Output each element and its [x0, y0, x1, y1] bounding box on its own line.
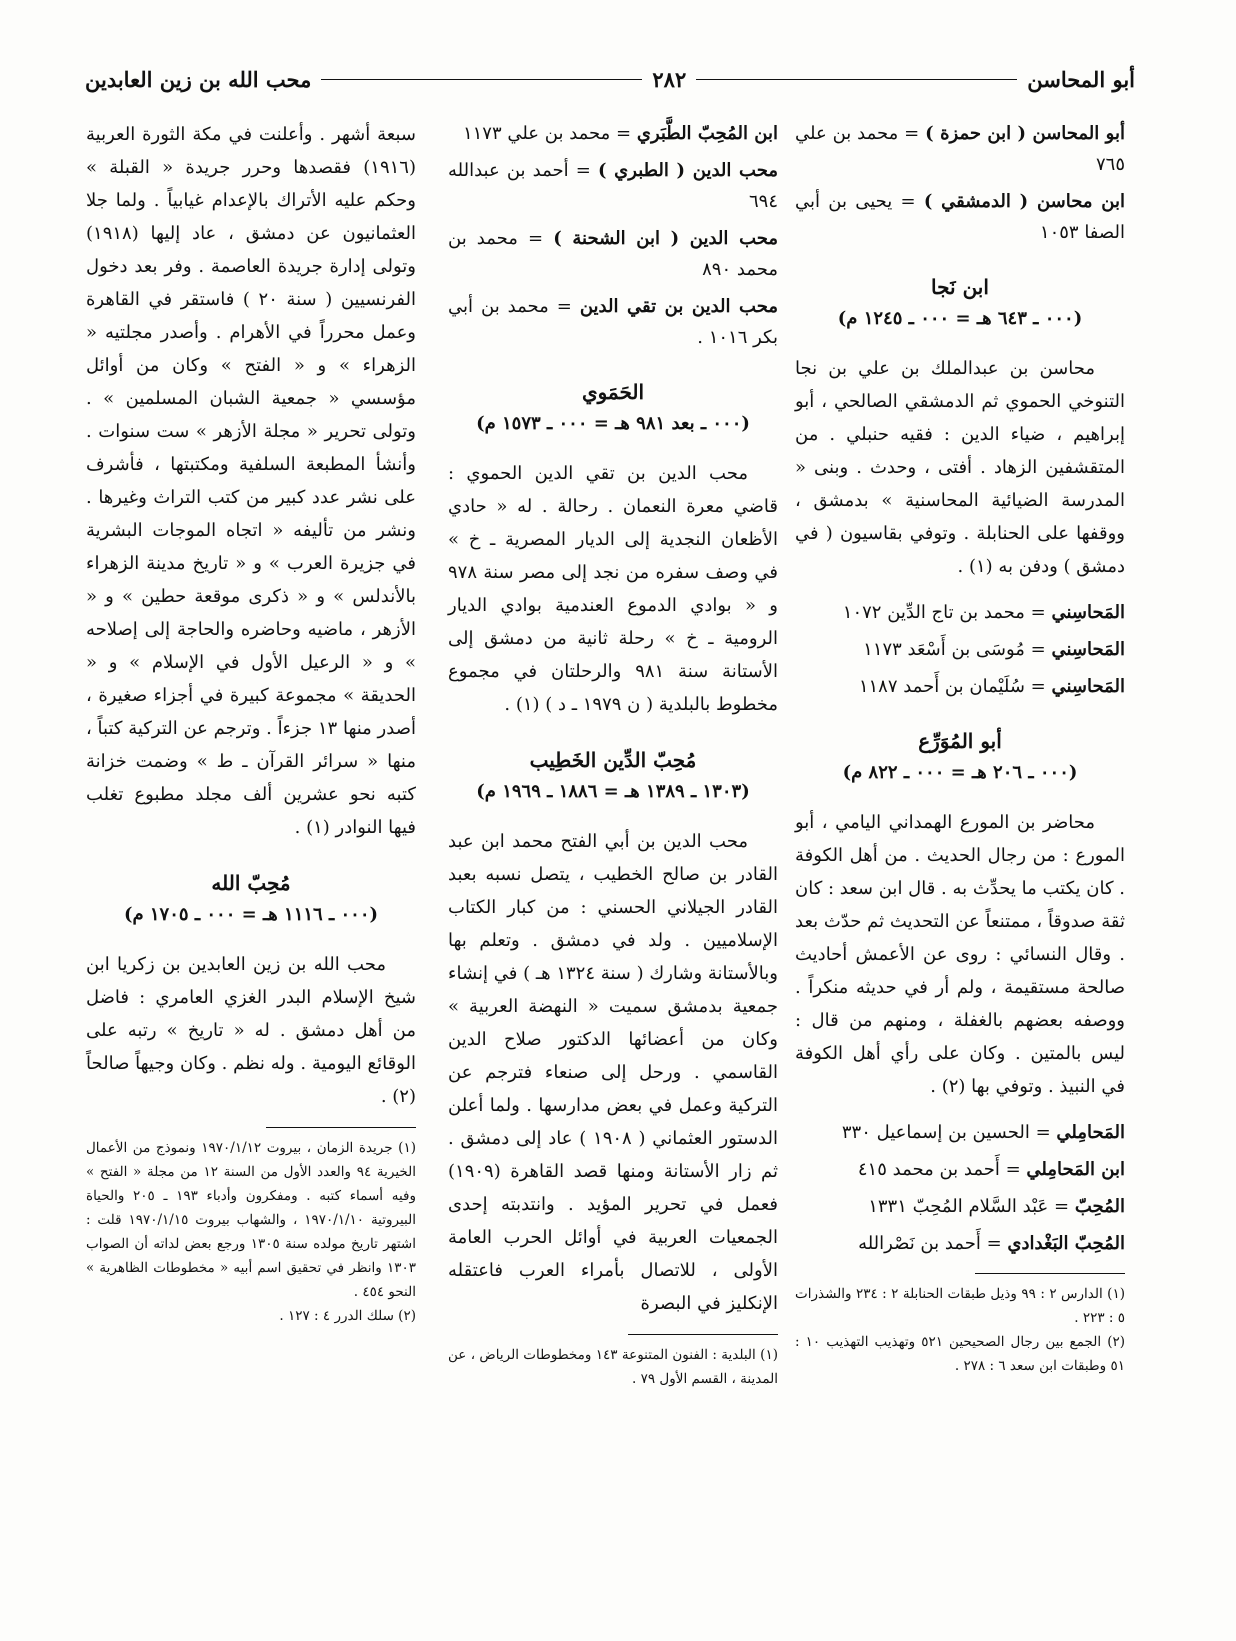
- footnote-divider: [975, 1273, 1125, 1274]
- column-middle: [448, 118, 778, 1391]
- footnotes: [86, 1136, 416, 1328]
- entry-body: محب الدين بن تقي الدين الحموي : قاضي معرة النعمان . رحالة . له « حادي الأظعان النجدية إلى الديار المصرية ـ خ » في وصف سفره من نجد إلى مصر سنة ٩٧٨ و « بوادي الدموع العندمية بوادي الديار الرومية ـ خ » رحلة ثانية من دمشق إلى الأستانة سنة ٩٨١ والرحلتان في مجموع مخطوط بالبلدية ( ن ١٩٧٩ ـ د ) (١) .: [448, 463, 778, 715]
- entry-dates: (٠٠٠ ـ ٦٤٣ هـ = ٠٠٠ ـ ١٢٤٥ م): [837, 308, 1083, 329]
- header-rule-left: [321, 79, 642, 80]
- entry-continuation: سبعة أشهر . وأعلنت في مكة الثورة العربية (١٩١٦) فقصدها وحرر جريدة « القبلة » وحكم عليه الأتراك بالإعدام غيابياً . ولما جلا العثمانيون عن دمشق ، عاد إليها (١٩١٨) وتولى إدارة جريدة العاصمة . وفر بعد دخول الفرنسيين ( سنة ٢٠ ) فاستقر في القاهرة وعمل محرراً في الأهرام . وأصدر مجلتيه « الزهراء » و « الفتح » وكان من أوائل مؤسسي « جمعية الشبان المسلمين » . وتولى تحرير « مجلة الأزهر » ست سنوات . وأنشأ المطبعة السلفية ومكتبتها ، فأشرف على نشر عدد كبير من كتب التراث وغيرها . ونشر من تأليفه « اتجاه الموجات البشرية في جزيرة العرب » و « تاريخ مدينة الزهراء بالأندلس » و « ذكرى موقعة حطين » و « الأزهر ، ماضيه وحاضره والحاجة إلى إصلاحه » و « الرعيل الأول في الإسلام » و « الحديقة » مجموعة كبيرة في أجزاء صغيرة ، أصدر منها ١٣ جزءاً . وترجم عن التركية كتباً ، منها « سرائر القرآن ـ ط » وضمت خزانة كتبه نحو عشرين ألف مجلد مطبوع تغلب فيها النوادر (١) .: [86, 124, 416, 838]
- cross-reference: ابن محاسن ( الدمشقي ) = يحيى بن أبي الصفا ١٠٥٣: [795, 191, 1125, 243]
- entry-dates: (١٣٠٣ ـ ١٣٨٩ هـ = ١٨٨٦ ـ ١٩٦٩ م): [476, 781, 750, 802]
- cross-reference: المُحِبّ = عَبْد السَّلام المُحِبّ ١٣٣١: [868, 1196, 1125, 1217]
- cross-reference: المَحاسِني = محمد بن تاج الدِّين ١٠٧٢: [842, 602, 1125, 623]
- cross-reference: المَحامِلي = الحسين بن إسماعيل ٣٣٠: [841, 1122, 1125, 1143]
- column-right: [795, 118, 1125, 1378]
- header-right-title: أبو المحاسن: [1027, 66, 1135, 92]
- cross-reference: ابن المَحامِلي = أَحمد بن محمد ٤١٥: [857, 1159, 1125, 1180]
- entry-title: مُحِبّ الدِّين الخَطِيب: [529, 748, 697, 772]
- entry-body: محب الله بن زين العابدين بن زكريا ابن شيخ الإسلام البدر الغزي العامري : فاضل من أهل دمشق . له « تاريخ » رتبه على الوقائع اليومية . وله نظم . وكان وجيهاً صالحاً (٢) .: [86, 954, 416, 1107]
- cross-reference: محب الدين بن تقي الدين = محمد بن أبي بكر ١٠١٦ .: [448, 296, 778, 348]
- entry-dates: (٠٠٠ ـ بعد ٩٨١ هـ = ٠٠٠ ـ ١٥٧٣ م): [476, 413, 750, 434]
- cross-reference: المَحاسِني = مُوسَى بن أَسْعَد ١١٧٣: [863, 639, 1125, 660]
- footnote: (٢) سلك الدرر ٤ : ١٢٧ .: [279, 1308, 416, 1324]
- footnote-divider: [266, 1127, 416, 1128]
- entry-body: محب الدين بن أبي الفتح محمد ابن عبد القادر بن صالح الخطيب ، يتصل نسبه بعبد القادر الجيلاني الحسني : من كبار الكتاب الإسلاميين . ولد في دمشق . وتعلم بها وبالأستانة وشارك ( سنة ١٣٢٤ هـ ) في إنشاء جمعية بدمشق سميت « النهضة العربية » وكان من أعضائها الدكتور صلاح الدين القاسمي . ورحل إلى صنعاء فترجم عن التركية وعمل في بعض مدارسها . ولما أعلن الدستور العثماني ( ١٩٠٨ ) عاد إلى دمشق . ثم زار الأستانة ومنها قصد القاهرة (١٩٠٩) فعمل في تحرير المؤيد . وانتدبته إحدى الجمعيات العربية في أوائل الحرب العامة الأولى ، للاتصال بأمراء العرب فاعتقله الإنكليز في البصرة: [448, 831, 778, 1314]
- entry-title: الحَمَوي: [581, 380, 645, 404]
- footnotes: [795, 1282, 1125, 1378]
- page-number: ٢٨٢: [652, 66, 687, 92]
- entry-body: محاسن بن عبدالملك بن علي بن نجا التنوخي الحموي ثم الدمشقي الصالحي ، أبو إبراهيم ، ضياء الدين : فقيه حنبلي . من المتقشفين الزهاد . أفتى ، وحدث . وبنى « المدرسة الضيائية المحاسنية » بدمشق ، ووقفها على الحنابلة . وتوفي بقاسيون ( في دمشق ) ودفن به (١) .: [795, 358, 1125, 577]
- cross-reference: أبو المحاسن ( ابن حمزة ) = محمد بن علي ٧٦٥: [795, 123, 1125, 175]
- entry-dates: (٠٠٠ ـ ١١١٦ هـ = ٠٠٠ ـ ١٧٠٥ م): [123, 904, 379, 925]
- footnote: (١) جريدة الزمان ، بيروت ١٩٧٠/١/١٢ ونموذج من الأعمال الخيرية ٩٤ والعدد الأول من السنة ١٢ من مجلة « الفتح » وفيه أسماء كتبه . ومفكرون وأدباء ١٩٣ ـ ٢٠٥ والحياة البيروتية ١٩٧٠/١/١٠ ، والشهاب بيروت ١٩٧٠/١/١٥ قلت : اشتهر تاريخ مولده سنة ١٣٠٥ ورجع بعض لداته أن الصواب ١٣٠٣ وانظر في تحقيق اسم أبيه « مخطوطات الظاهرية » النحو ٤٥٤ .: [86, 1140, 416, 1300]
- footnotes: [448, 1343, 778, 1391]
- cross-reference: محب الدين ( ابن الشحنة ) = محمد بن محمد ٨٩٠: [448, 228, 778, 280]
- header-rule-right: [696, 79, 1017, 80]
- entry-title: أبو المُوَرِّع: [918, 729, 1002, 753]
- entry-title: ابن نَجا: [931, 275, 989, 299]
- column-left: [86, 118, 416, 1328]
- footnote: (١) البلدية : الفنون المتنوعة ١٤٣ ومخطوطات الرياض ، عن المدينة ، القسم الأول ٧٩ .: [448, 1347, 778, 1387]
- entry-body: محاضر بن المورع الهمداني اليامي ، أبو المورع : من رجال الحديث . من أهل الكوفة . كان يكتب ما يحدِّث به . قال ابن سعد : كان ثقة صدوقاً ، ممتنعاً عن التحديث ثم حدّث بعد . وقال النسائي : روى عن الأعمش أحاديث صالحة مستقيمة ، ولم أر في حديثه منكراً . ووصفه بعضهم بالغفلة ، ومنهم من قال : ليس بالمتين . وكان على رأي أهل الكوفة في النبيذ . وتوفي بها (٢) .: [795, 812, 1125, 1097]
- footnote: (٢) الجمع بين رجال الصحيحين ٥٢١ وتهذيب التهذيب ١٠ : ٥١ وطبقات ابن سعد ٦ : ٢٧٨ .: [795, 1334, 1126, 1374]
- header-left-title: محب الله بن زين العابدين: [84, 66, 312, 92]
- entry-dates: (٠٠٠ ـ ٢٠٦ هـ = ٠٠٠ ـ ٨٢٢ م): [842, 762, 1078, 783]
- running-header: [85, 62, 1135, 96]
- cross-reference: محب الدين ( الطبري ) = أحمد بن عبدالله ٦٩٤: [448, 160, 778, 212]
- entry-title: مُحِبّ الله: [211, 871, 291, 895]
- footnote: (١) الدارس ٢ : ٩٩ وذيل طبقات الحنابلة ٢ : ٢٣٤ والشذرات ٥ : ٢٢٣ .: [795, 1286, 1125, 1326]
- cross-reference: ابن المُحِبّ الطَّبَري = محمد بن علي ١١٧٣: [462, 123, 778, 144]
- footnote-divider: [628, 1334, 778, 1335]
- cross-reference: المُحِبّ البَغْدادي = أَحمد بن نَصْرالله: [858, 1233, 1125, 1254]
- cross-reference: المَحاسِني = سُلَيْمان بن أَحمد ١١٨٧: [858, 676, 1125, 697]
